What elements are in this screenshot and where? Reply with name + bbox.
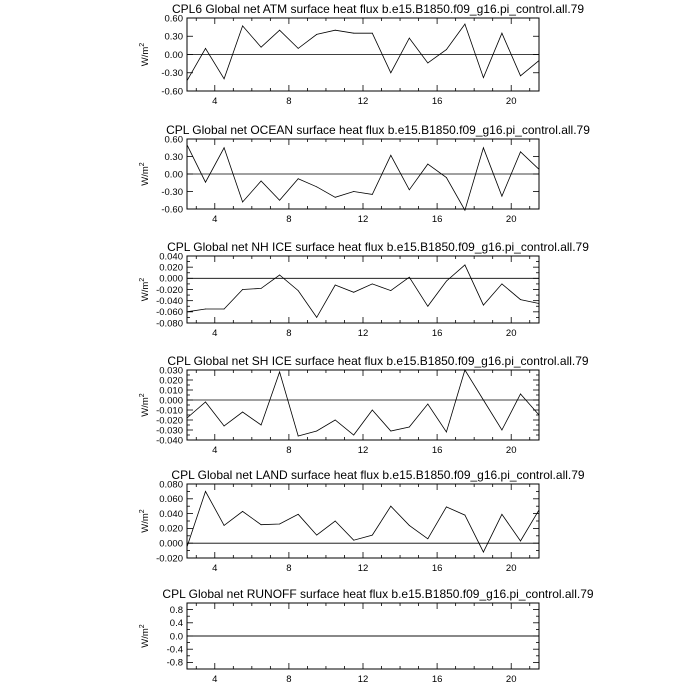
data-point: [224, 78, 225, 79]
y-axis-label: $W/m^2$: [139, 277, 151, 302]
x-tick-label: 12: [357, 563, 369, 574]
data-point: [427, 306, 428, 307]
y-tick-label: 0.60: [164, 13, 183, 25]
y-tick-label: 0.000: [159, 273, 183, 285]
x-tick-label: 8: [286, 328, 292, 339]
data-point: [205, 309, 206, 310]
data-point: [520, 151, 521, 152]
chart-panel-4: [139, 354, 589, 456]
data-point: [409, 277, 410, 278]
data-point: [427, 404, 428, 405]
data-point: [279, 275, 280, 276]
y-tick-label: 0.30: [164, 31, 183, 43]
data-point: [279, 524, 280, 525]
data-series-line: [187, 370, 539, 436]
data-point: [390, 290, 391, 291]
data-point: [335, 197, 336, 198]
y-axis-label: $W/m^2$: [139, 42, 151, 67]
chart-title: CPL Global net OCEAN surface heat flux b.e15.B1850.f09_g16.pi_control.all.79: [166, 123, 590, 137]
data-series-line: [187, 24, 539, 81]
y-tick-label: -0.060: [156, 307, 183, 319]
x-tick-label: 4: [212, 563, 218, 574]
data-point: [446, 177, 447, 178]
data-point: [409, 427, 410, 428]
data-point: [353, 435, 354, 436]
y-tick-label: -0.30: [161, 68, 183, 80]
y-axis-label: $W/m^2$: [139, 509, 151, 533]
y-tick-label: -0.020: [156, 415, 183, 427]
data-point: [539, 415, 540, 416]
data-point: [539, 510, 540, 511]
data-point: [502, 430, 503, 431]
chart-panel-5: [139, 468, 585, 574]
data-point: [446, 507, 447, 508]
data-point: [316, 34, 317, 35]
data-point: [427, 538, 428, 539]
data-point: [353, 33, 354, 34]
data-point: [261, 425, 262, 426]
data-point: [298, 178, 299, 179]
data-series-line: [187, 145, 539, 210]
y-tick-label: -0.30: [161, 186, 183, 198]
data-point: [224, 147, 225, 148]
data-point: [390, 506, 391, 507]
y-tick-label: -0.030: [156, 425, 183, 437]
chart-title: CPL6 Global net ATM surface heat flux b.e15.B1850.f09_g16.pi_control.all.79: [171, 2, 585, 16]
data-point: [242, 202, 243, 203]
x-tick-label: 20: [505, 674, 517, 685]
x-tick-label: 20: [505, 563, 517, 574]
y-tick-label: 0.020: [159, 375, 183, 387]
y-tick-label: -0.010: [156, 405, 183, 417]
data-point: [205, 48, 206, 49]
x-tick-label: 4: [212, 674, 218, 685]
x-tick-label: 8: [286, 563, 292, 574]
y-tick-label: -0.020: [156, 284, 183, 296]
data-point: [335, 420, 336, 421]
y-tick-label: 0.010: [159, 385, 183, 397]
data-point: [502, 33, 503, 34]
chart-title: CPL Global net RUNOFF surface heat flux b.e15.B1850.f09_g16.pi_control.all.79: [162, 587, 594, 601]
data-point: [409, 189, 410, 190]
data-point: [464, 24, 465, 25]
data-point: [279, 372, 280, 373]
y-tick-label: 0.000: [159, 538, 183, 550]
data-point: [483, 77, 484, 78]
data-point: [427, 63, 428, 64]
data-point: [502, 514, 503, 515]
data-point: [372, 284, 373, 285]
chart-panel-2: [139, 123, 590, 225]
data-point: [335, 285, 336, 286]
data-point: [187, 144, 188, 145]
data-point: [224, 309, 225, 310]
chart-title: CPL Global net LAND surface heat flux b.e15.B1850.f09_g16.pi_control.all.79: [171, 468, 585, 482]
x-tick-label: 16: [431, 328, 443, 339]
data-point: [539, 303, 540, 304]
y-tick-label: 0.0: [169, 631, 183, 643]
x-tick-label: 12: [357, 214, 369, 225]
y-tick-label: 0.4: [169, 618, 183, 630]
x-tick-label: 4: [212, 96, 218, 107]
y-tick-label: 0.020: [159, 262, 183, 274]
y-tick-label: 0.040: [159, 508, 183, 520]
data-point: [446, 281, 447, 282]
data-point: [335, 30, 336, 31]
data-point: [446, 49, 447, 50]
chart-title: CPL Global net SH ICE surface heat flux b.e15.B1850.f09_g16.pi_control.all.79: [167, 354, 589, 368]
data-point: [316, 535, 317, 536]
data-point: [316, 317, 317, 318]
x-tick-label: 20: [505, 96, 517, 107]
data-point: [427, 164, 428, 165]
data-point: [372, 535, 373, 536]
data-point: [316, 186, 317, 187]
data-point: [298, 290, 299, 291]
data-point: [261, 47, 262, 48]
data-point: [205, 182, 206, 183]
data-point: [539, 169, 540, 170]
plot-frame: [187, 256, 539, 323]
data-point: [242, 26, 243, 27]
x-tick-label: 8: [286, 214, 292, 225]
data-point: [483, 400, 484, 401]
data-point: [372, 194, 373, 195]
data-point: [205, 491, 206, 492]
x-tick-label: 8: [286, 96, 292, 107]
x-tick-label: 4: [212, 328, 218, 339]
data-point: [224, 426, 225, 427]
x-tick-label: 16: [431, 674, 443, 685]
data-point: [483, 552, 484, 553]
chart-panel-6: [139, 587, 594, 685]
y-tick-label: 0.8: [169, 604, 183, 616]
data-point: [279, 30, 280, 31]
x-tick-label: 12: [357, 96, 369, 107]
x-tick-label: 20: [505, 328, 517, 339]
data-point: [372, 33, 373, 34]
data-point: [335, 521, 336, 522]
y-tick-label: 0.000: [159, 395, 183, 407]
data-point: [316, 431, 317, 432]
x-tick-label: 16: [431, 214, 443, 225]
data-point: [409, 38, 410, 39]
data-point: [464, 210, 465, 211]
data-point: [390, 431, 391, 432]
data-series-line: [187, 265, 539, 318]
data-point: [187, 547, 188, 548]
y-tick-label: 0.00: [164, 49, 183, 61]
data-point: [483, 147, 484, 148]
chart-panel-3: [139, 240, 589, 339]
x-tick-label: 4: [212, 445, 218, 456]
y-tick-label: 0.020: [159, 523, 183, 535]
y-tick-label: 0.060: [159, 494, 183, 506]
data-point: [187, 80, 188, 81]
data-point: [372, 410, 373, 411]
data-point: [187, 636, 188, 637]
x-tick-label: 16: [431, 96, 443, 107]
y-axis-label: $W/m^2$: [139, 624, 151, 648]
x-tick-label: 12: [357, 674, 369, 685]
data-point: [353, 191, 354, 192]
data-point: [242, 511, 243, 512]
y-axis-label: $W/m^2$: [139, 162, 151, 186]
data-point: [502, 284, 503, 285]
data-point: [242, 289, 243, 290]
data-point: [224, 525, 225, 526]
data-point: [261, 181, 262, 182]
x-tick-label: 20: [505, 445, 517, 456]
y-tick-label: 0.080: [159, 479, 183, 491]
data-point: [446, 432, 447, 433]
data-point: [353, 540, 354, 541]
y-tick-label: -0.040: [156, 435, 183, 447]
y-tick-label: 0.30: [164, 151, 183, 163]
data-point: [298, 514, 299, 515]
x-tick-label: 4: [212, 214, 218, 225]
data-point: [520, 394, 521, 395]
chart-title: CPL Global net NH ICE surface heat flux b.e15.B1850.f09_g16.pi_control.all.79: [167, 240, 589, 254]
y-tick-label: -0.040: [156, 295, 183, 307]
data-point: [261, 288, 262, 289]
data-point: [464, 515, 465, 516]
data-point: [539, 636, 540, 637]
x-tick-label: 12: [357, 445, 369, 456]
x-tick-label: 8: [286, 445, 292, 456]
y-tick-label: -0.080: [156, 318, 183, 330]
data-point: [464, 265, 465, 266]
y-tick-label: -0.020: [156, 553, 183, 565]
y-tick-label: -0.8: [166, 657, 183, 669]
y-tick-label: 0.00: [164, 169, 183, 181]
data-point: [242, 412, 243, 413]
data-point: [261, 524, 262, 525]
x-tick-label: 16: [431, 563, 443, 574]
y-tick-label: -0.60: [161, 204, 183, 216]
x-tick-label: 16: [431, 445, 443, 456]
data-point: [539, 60, 540, 61]
data-point: [390, 155, 391, 156]
data-point: [279, 200, 280, 201]
y-tick-label: 0.030: [159, 365, 183, 377]
data-point: [353, 292, 354, 293]
data-point: [520, 299, 521, 300]
y-tick-label: 0.60: [164, 134, 183, 146]
data-point: [187, 311, 188, 312]
y-tick-label: -0.4: [166, 644, 183, 656]
y-tick-label: 0.040: [159, 251, 183, 263]
data-point: [298, 436, 299, 437]
data-point: [205, 402, 206, 403]
x-tick-label: 20: [505, 214, 517, 225]
data-point: [520, 75, 521, 76]
y-axis-label: $W/m^2$: [139, 393, 151, 417]
data-point: [520, 541, 521, 542]
data-point: [464, 370, 465, 371]
data-point: [187, 418, 188, 419]
data-point: [409, 525, 410, 526]
data-point: [390, 72, 391, 73]
data-point: [483, 305, 484, 306]
y-tick-label: -0.60: [161, 86, 183, 98]
x-tick-label: 8: [286, 674, 292, 685]
data-point: [298, 48, 299, 49]
chart-panel-1: [139, 2, 584, 107]
data-point: [502, 196, 503, 197]
x-tick-label: 12: [357, 328, 369, 339]
